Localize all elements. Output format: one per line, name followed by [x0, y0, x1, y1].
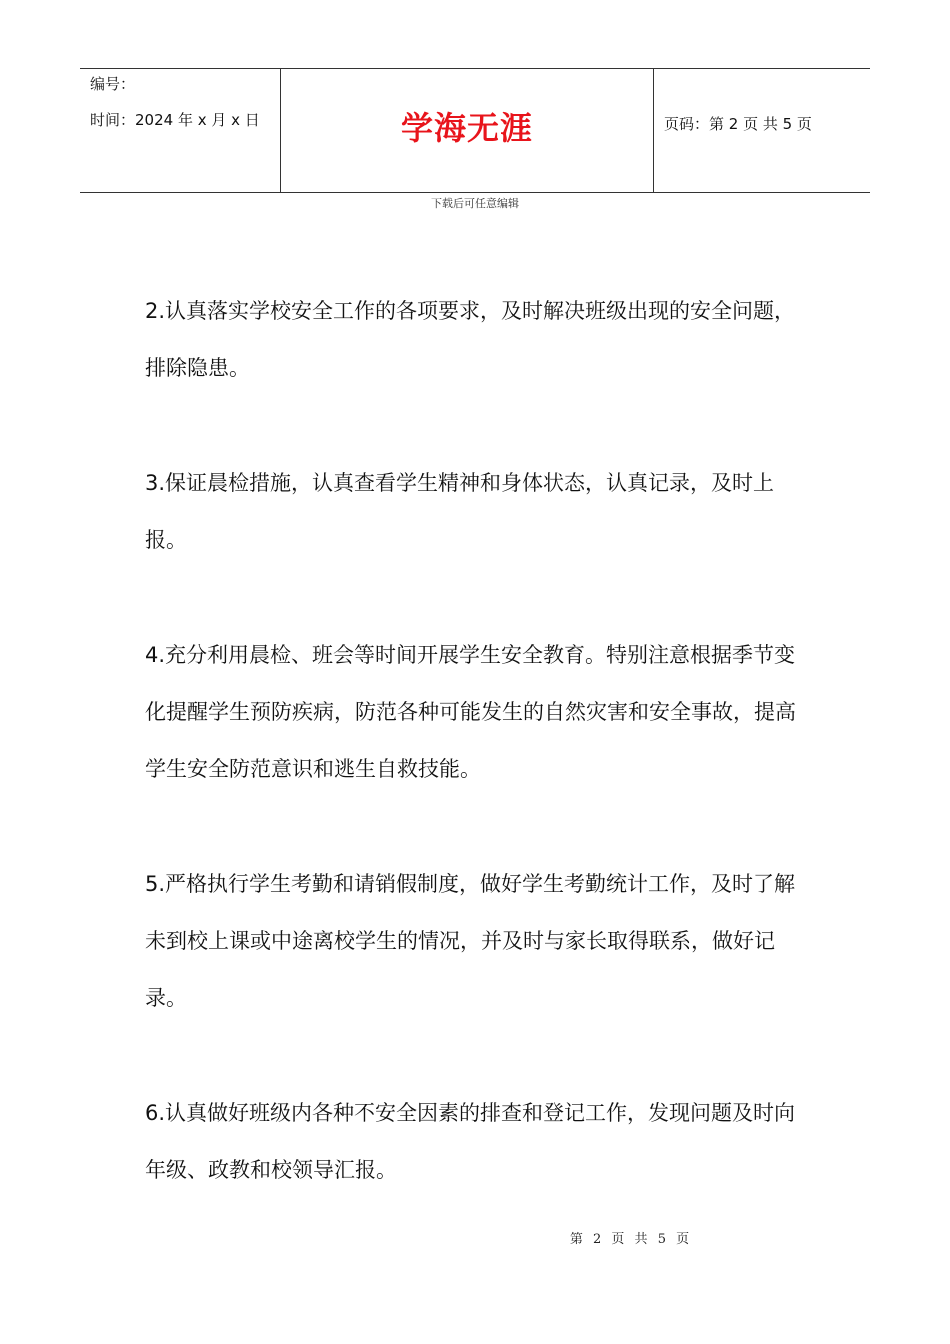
paragraph-item-5: 5.严格执行学生考勤和请销假制度，做好学生考勤统计工作，及时了解未到校上课或中途离校学生的情况，并及时与家长取得联系，做好记录。 [145, 872, 796, 1010]
header-page-cell [654, 69, 870, 192]
document-header [80, 68, 870, 193]
paragraph-item-3: 3.保证晨检措施，认真查看学生精神和身体状态，认真记录，及时上报。 [145, 471, 775, 552]
page-footer: 第 2 页 共 5 页 [569, 1232, 693, 1247]
document-time-label: 时间：2024 年 x 月 x 日 [90, 111, 260, 129]
header-meta-cell [80, 69, 281, 192]
paragraph-item-4: 4.充分利用晨检、班会等时间开展学生安全教育。特别注意根据季节变化提醒学生预防疾病，防范各种可能发生的自然灾害和安全事故，提高学生安全防范意识和逃生自救技能。 [145, 643, 796, 781]
document-body [145, 283, 815, 1257]
header-brand-cell [281, 69, 654, 192]
paragraph-item-6: 6.认真做好班级内各种不安全因素的排查和登记工作，发现问题及时向年级、政教和校领导汇报。 [145, 1101, 796, 1182]
brand-title: 学海无涯 [400, 109, 533, 147]
document-number-label: 编号： [90, 75, 136, 93]
page-code-label: 页码：第 2 页 共 5 页 [664, 115, 812, 133]
paragraph-item-2: 2.认真落实学校安全工作的各项要求，及时解决班级出现的安全问题，排除隐患。 [145, 299, 796, 380]
editable-note: 下载后可任意编辑 [431, 197, 519, 210]
